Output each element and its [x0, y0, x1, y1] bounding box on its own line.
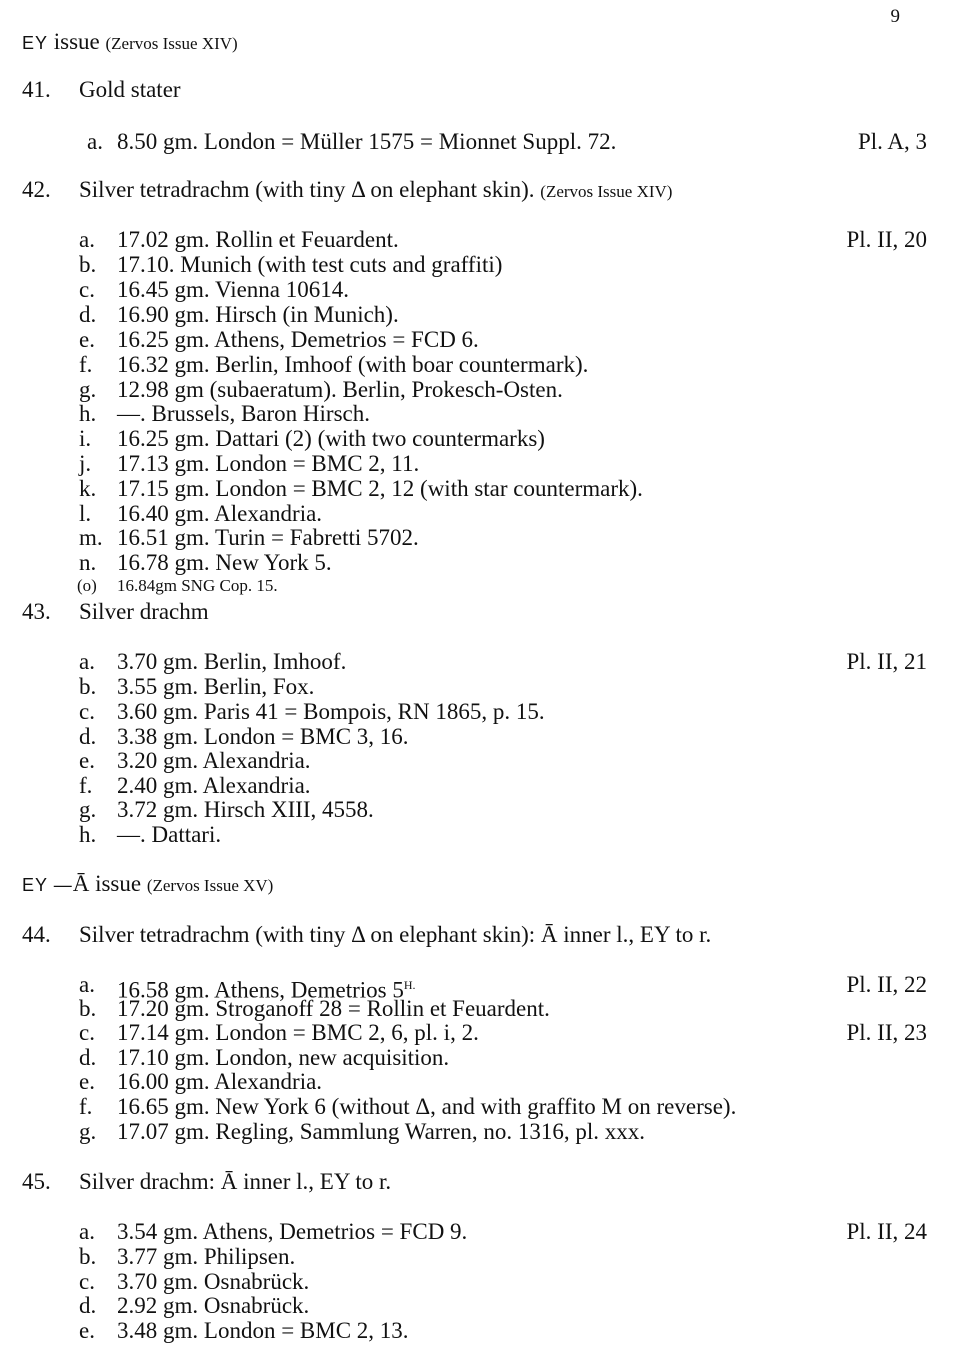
item-description: 17.13 gm. London = BMC 2, 11.	[117, 451, 420, 476]
item-description: 16.51 gm. Turin = Fabretti 5702.	[117, 525, 419, 550]
item-letter: f.	[79, 1094, 93, 1119]
item-text	[117, 573, 278, 599]
entry-note: (Zervos Issue XIV)	[540, 182, 673, 201]
item-letter: f.	[79, 352, 93, 377]
item-description: 16.40 gm. Alexandria.	[117, 501, 323, 526]
item-letter: h.	[79, 822, 97, 847]
item-description: 2.40 gm. Alexandria.	[117, 773, 311, 798]
item-letter: a.	[79, 649, 95, 674]
item-description: 3.38 gm. London = BMC 3, 16.	[117, 724, 409, 749]
item-description: 16.45 gm. Vienna 10614.	[117, 277, 350, 302]
item-letter: c.	[79, 1020, 95, 1045]
entry-title-text: Silver tetradrachm (with tiny Δ on elephant skin).	[79, 177, 535, 202]
item-text	[117, 1069, 322, 1095]
item-text	[117, 401, 370, 427]
item-text	[117, 1119, 645, 1145]
item-description: 8.50 gm. London = Müller 1575 = Mionnet Suppl. 72.	[117, 129, 617, 154]
heading-suffix: issue	[53, 29, 100, 54]
item-text	[117, 426, 545, 452]
item-text	[117, 1244, 295, 1270]
item-text	[117, 1269, 309, 1295]
heading-suffix: issue	[95, 871, 142, 896]
item-description: 3.72 gm. Hirsch XIII, 4558.	[117, 797, 374, 822]
item-description: 3.55 gm. Berlin, Fox.	[117, 674, 315, 699]
item-description: 16.58 gm. Athens, Demetrios 5	[117, 977, 404, 1003]
item-letter: h.	[79, 401, 97, 426]
item-description: 17.07 gm. Regling, Sammlung Warren, no. 1316, pl. xxx.	[117, 1119, 645, 1144]
entry-title	[79, 177, 672, 205]
item-letter: n.	[79, 550, 97, 575]
plate-reference: Pl. II, 23	[846, 1020, 927, 1045]
heading-note: (Zervos Issue XV)	[146, 876, 274, 895]
item-description: 16.90 gm. Hirsch (in Munich).	[117, 302, 399, 327]
item-text	[117, 302, 399, 328]
item-text	[117, 822, 221, 848]
item-text	[117, 1045, 449, 1071]
item-text	[117, 1020, 479, 1046]
item-text	[117, 1219, 467, 1245]
item-text	[117, 129, 616, 155]
entry-number: 43.	[22, 599, 51, 624]
entry-number: 44.	[22, 922, 51, 947]
item-letter: g.	[79, 797, 97, 822]
item-description: 17.02 gm. Rollin et Feuardent.	[117, 227, 399, 252]
item-description: 16.65 gm. New York 6 (without Δ, and with graffito M on reverse).	[117, 1094, 737, 1119]
item-letter: b.	[79, 674, 97, 699]
item-description: 16.25 gm. Dattari (2) (with two countermarks)	[117, 426, 545, 451]
item-description: 3.70 gm. Osnabrück.	[117, 1269, 310, 1294]
item-text	[117, 252, 502, 278]
item-text	[117, 1318, 409, 1344]
item-text	[117, 451, 419, 477]
item-description: 3.20 gm. Alexandria.	[117, 748, 311, 773]
item-letter: d.	[79, 1045, 97, 1070]
plate-reference: Pl. II, 22	[846, 972, 927, 997]
heading-monogram: Ā	[72, 871, 90, 896]
item-description: 16.84gm SNG Cop. 15.	[117, 576, 278, 595]
plate-reference: Pl. II, 20	[846, 227, 927, 252]
heading-note: (Zervos Issue XIV)	[105, 34, 238, 53]
entry-title	[79, 1169, 391, 1195]
entry-title	[79, 922, 711, 948]
item-letter: b.	[79, 1244, 97, 1269]
section-heading	[22, 871, 273, 899]
item-letter: l.	[79, 501, 92, 526]
item-text	[117, 649, 346, 675]
item-letter: a.	[79, 1219, 95, 1244]
item-letter: j.	[79, 451, 92, 476]
item-letter: c.	[79, 1269, 95, 1294]
item-letter: (o)	[77, 576, 97, 595]
item-letter: g.	[79, 1119, 97, 1144]
item-letter: d.	[79, 724, 97, 749]
item-description: 3.48 gm. London = BMC 2, 13.	[117, 1318, 409, 1343]
item-letter: e.	[79, 1318, 95, 1343]
item-letter: a.	[87, 129, 103, 154]
item-description: 17.20 gm. Stroganoff 28 = Rollin et Feuardent.	[117, 996, 550, 1021]
item-letter: k.	[79, 476, 97, 501]
item-text	[117, 377, 563, 403]
item-description: 16.78 gm. New York 5.	[117, 550, 332, 575]
item-text	[117, 327, 479, 353]
item-text	[117, 797, 374, 823]
item-description: 3.70 gm. Berlin, Imhoof.	[117, 649, 347, 674]
entry-title-text: Gold stater	[79, 77, 181, 102]
item-description: 3.54 gm. Athens, Demetrios = FCD 9.	[117, 1219, 468, 1244]
plate-reference: Pl. II, 24	[846, 1219, 927, 1244]
item-letter: a.	[79, 227, 95, 252]
item-text	[117, 352, 588, 378]
item-letter: a.	[79, 972, 95, 997]
item-letter: d.	[79, 1293, 97, 1318]
item-description: 17.14 gm. London = BMC 2, 6, pl. i, 2.	[117, 1020, 479, 1045]
item-description: 12.98 gm (subaeratum). Berlin, Prokesch-Osten.	[117, 377, 563, 402]
item-text	[117, 277, 349, 303]
item-letter: g.	[79, 377, 97, 402]
page-number: 9	[890, 6, 900, 27]
item-letter: e.	[79, 748, 95, 773]
item-description: 17.10 gm. London, new acquisition.	[117, 1045, 450, 1070]
entry-title-text: Silver drachm	[79, 599, 209, 624]
item-description: 16.00 gm. Alexandria.	[117, 1069, 323, 1094]
entry-number: 42.	[22, 177, 51, 202]
item-letter: b.	[79, 252, 97, 277]
item-description: 3.77 gm. Philipsen.	[117, 1244, 296, 1269]
item-text	[117, 501, 322, 527]
item-text	[117, 227, 399, 253]
item-description: 16.32 gm. Berlin, Imhoof (with boar countermark).	[117, 352, 589, 377]
item-letter: m.	[79, 525, 103, 550]
plate-reference: Pl. II, 21	[846, 649, 927, 674]
item-text	[117, 996, 550, 1022]
item-text	[117, 1293, 309, 1319]
item-text	[117, 699, 545, 725]
entry-title-text: Silver drachm: Ā inner l., EY to r.	[79, 1169, 392, 1194]
item-text	[117, 525, 419, 551]
item-text	[117, 724, 409, 750]
item-letter: e.	[79, 1069, 95, 1094]
item-description: —. Brussels, Baron Hirsch.	[117, 401, 370, 426]
entry-title	[79, 599, 209, 625]
item-description: —. Dattari.	[117, 822, 222, 847]
item-text	[117, 674, 314, 700]
entry-number: 41.	[22, 77, 51, 102]
item-description: 16.25 gm. Athens, Demetrios = FCD 6.	[117, 327, 479, 352]
entry-title-text: Silver tetradrachm (with tiny Δ on elephant skin): Ā inner l., EY to r.	[79, 922, 712, 947]
entry-number: 45.	[22, 1169, 51, 1194]
item-letter: c.	[79, 699, 95, 724]
item-letter: f.	[79, 773, 93, 798]
section-heading	[22, 29, 238, 57]
heading-prefix: EY	[22, 33, 49, 53]
item-text	[117, 773, 311, 799]
item-superscript: H.	[403, 978, 416, 992]
item-letter: c.	[79, 277, 95, 302]
item-description: 17.15 gm. London = BMC 2, 12 (with star countermark).	[117, 476, 643, 501]
item-description: 2.92 gm. Osnabrück.	[117, 1293, 310, 1318]
heading-prefix: EY —	[22, 875, 73, 895]
item-text	[117, 476, 643, 502]
item-description: 17.10. Munich (with test cuts and graffiti)	[117, 252, 503, 277]
item-text	[117, 1094, 736, 1120]
item-text	[117, 748, 311, 774]
item-letter: i.	[79, 426, 92, 451]
item-letter: d.	[79, 302, 97, 327]
item-letter: e.	[79, 327, 95, 352]
entry-title	[79, 77, 181, 103]
item-description: 3.60 gm. Paris 41 = Bompois, RN 1865, p. 15.	[117, 699, 545, 724]
plate-reference: Pl. A, 3	[857, 129, 927, 154]
item-letter: b.	[79, 996, 97, 1021]
